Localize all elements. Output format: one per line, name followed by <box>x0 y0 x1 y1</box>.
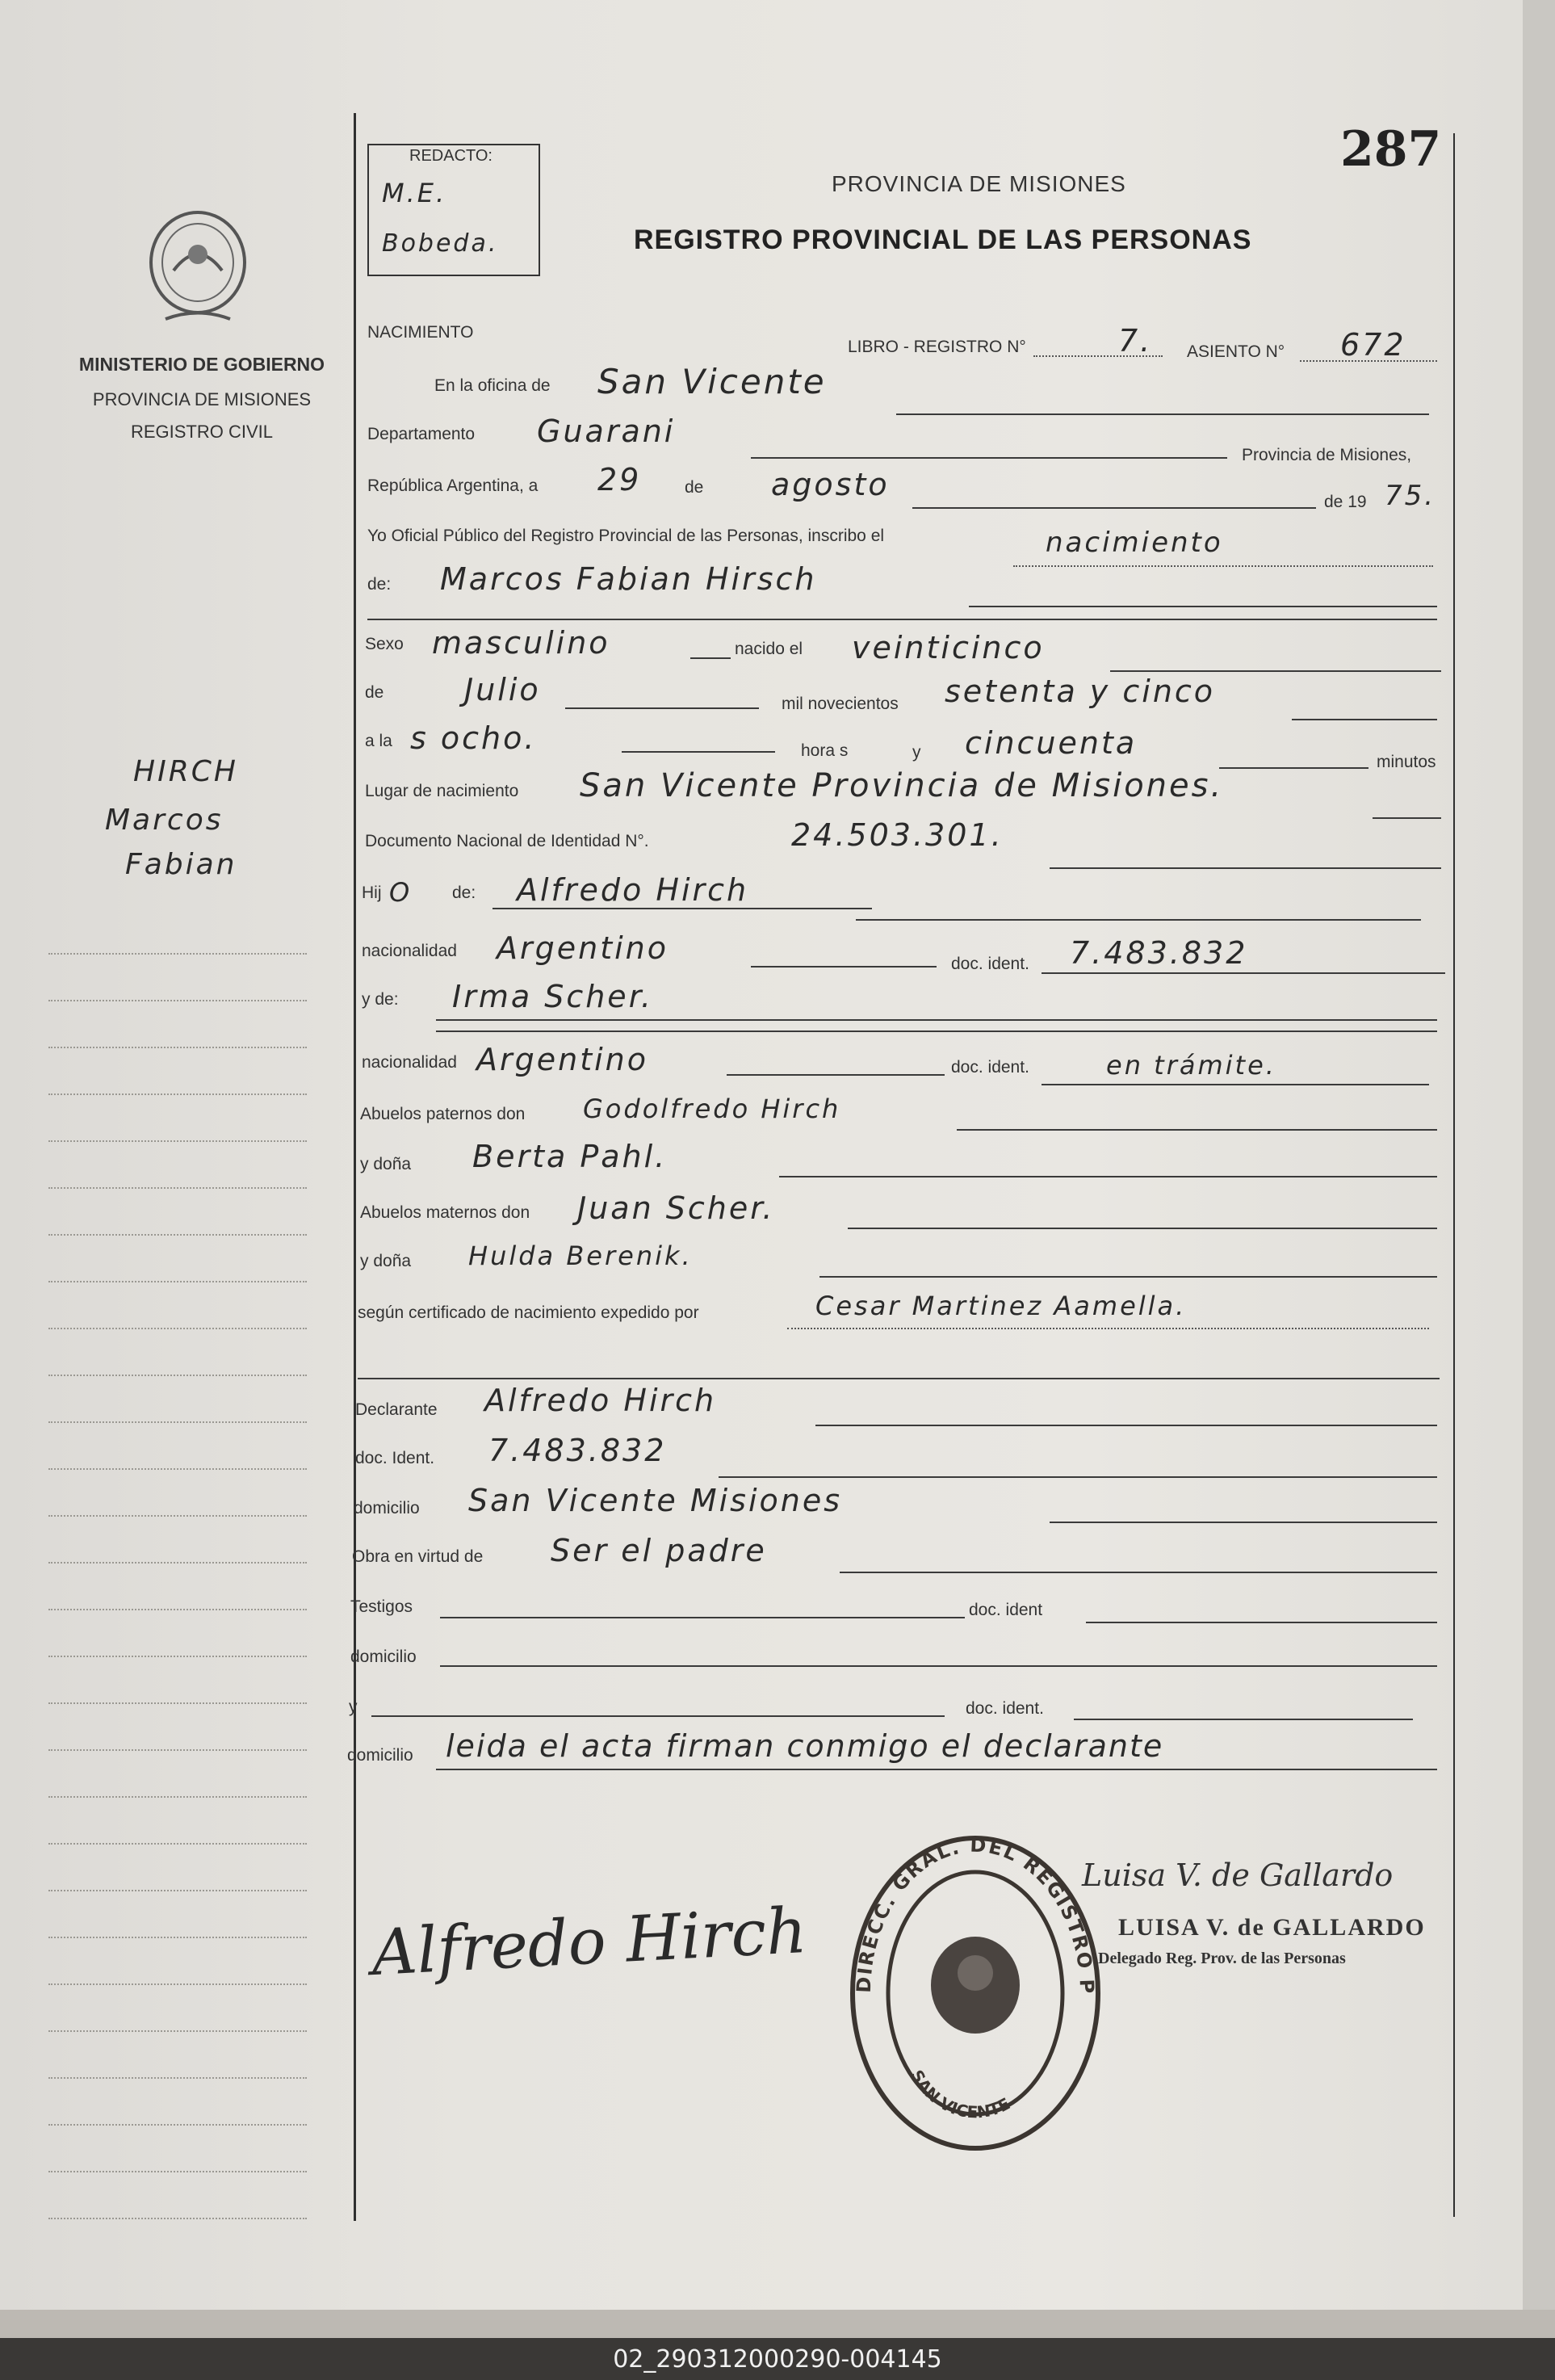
de19-label: de 19 <box>1324 493 1367 511</box>
margin-dotted-line <box>48 1843 307 1845</box>
horas-label: hora s <box>801 741 849 760</box>
margin-dotted-line <box>48 1281 307 1282</box>
image-caption: 02_290312000290-004145 <box>0 2338 1555 2380</box>
departamento-value: Guarani <box>537 413 676 449</box>
redacto-line2: Bobeda. <box>382 229 499 258</box>
right-rule <box>1453 133 1455 2217</box>
page-bottom-band <box>0 2310 1555 2338</box>
margin-dotted-line <box>48 1562 307 1564</box>
declarante-value: Alfredo Hirch <box>484 1383 717 1418</box>
margin-dotted-line <box>48 1093 307 1095</box>
margin-note-surname: HIRCH <box>133 755 238 788</box>
day-value: 29 <box>597 462 642 497</box>
doc1-value: 7.483.832 <box>1070 935 1248 971</box>
margin-dotted-line <box>48 1796 307 1798</box>
nacido-label: nacido el <box>735 640 803 658</box>
margin-dotted-line <box>48 1468 307 1470</box>
y3-label: y <box>349 1698 358 1716</box>
seal-inner-text: SAN VICENTE <box>907 2066 1013 2122</box>
testigos-label: Testigos <box>350 1597 413 1616</box>
docident-label: doc. Ident. <box>355 1449 435 1467</box>
nacionalidad1-label: nacionalidad <box>362 942 457 960</box>
margin-dotted-line <box>48 2030 307 2032</box>
obra-value: Ser el padre <box>551 1533 767 1568</box>
hijo-label: Hij <box>362 884 382 902</box>
margin-dotted-line <box>48 2124 307 2126</box>
docident-value: 7.483.832 <box>488 1433 667 1468</box>
page-edge <box>1523 0 1555 2338</box>
minutos-value: cincuenta <box>965 725 1138 761</box>
de-label: de <box>685 478 704 497</box>
ydona1-label: y doña <box>360 1155 412 1173</box>
margin-dotted-line <box>48 2077 307 2079</box>
margin-dotted-line <box>48 1702 307 1704</box>
acto-value: nacimiento <box>1046 527 1223 559</box>
margin-dotted-line <box>48 1515 307 1517</box>
year-value: 75. <box>1385 480 1436 512</box>
lugar-value: San Vicente Provincia de Misiones. <box>580 767 1224 804</box>
domicilio2-label: domicilio <box>350 1648 417 1666</box>
sexo-label: Sexo <box>365 635 404 653</box>
margin-dotted-line <box>48 1421 307 1423</box>
nacido-value: veinticinco <box>852 630 1045 665</box>
de-colon-label: de: <box>367 575 392 594</box>
domicilio3-label: domicilio <box>347 1746 413 1765</box>
abuelos-maternos-label: Abuelos maternos don <box>360 1203 530 1222</box>
dni-label: Documento Nacional de Identidad N°. <box>365 832 649 850</box>
dni-value: 24.503.301. <box>791 817 1004 853</box>
left-province: PROVINCIA DE MISIONES <box>92 389 312 409</box>
domicilio1-label: domicilio <box>354 1499 420 1517</box>
asiento-value: 672 <box>1340 327 1406 363</box>
nacionalidad2-value: Argentino <box>476 1042 648 1077</box>
doc2-label: doc. ident. <box>951 1058 1029 1077</box>
hijo-o: O <box>389 877 413 908</box>
redacto-label: REDACTO: <box>409 147 492 165</box>
nacionalidad2-label: nacionalidad <box>362 1053 457 1072</box>
lugar-label: Lugar de nacimiento <box>365 782 519 800</box>
margin-dotted-line <box>48 1000 307 1001</box>
margin-dotted-line <box>48 953 307 955</box>
margin-dotted-line <box>48 1234 307 1236</box>
republica-label: República Argentina, a <box>367 476 539 495</box>
abuelos-paternos-label: Abuelos paternos don <box>360 1105 526 1123</box>
anio-value: setenta y cinco <box>945 674 1216 709</box>
margin-rule <box>354 113 356 2221</box>
abuela-paterna-value: Berta Pahl. <box>472 1139 668 1174</box>
margin-dotted-line <box>48 2171 307 2172</box>
padre-value: Alfredo Hirch <box>517 872 749 908</box>
margin-note-name1: Marcos <box>105 804 224 837</box>
mil-label: mil novecientos <box>782 695 899 713</box>
header-registry: REGISTRO PROVINCIAL DE LAS PERSONAS <box>634 225 1252 255</box>
official-seal <box>846 1832 1104 2155</box>
ydona2-label: y doña <box>360 1252 412 1270</box>
certificado-label: según certificado de nacimiento expedido por <box>358 1303 699 1322</box>
madre-value: Irma Scher. <box>452 979 653 1014</box>
declarant-signature-text: Alfredo Hirch <box>370 1894 809 1991</box>
doc2-value: en trámite. <box>1106 1050 1276 1081</box>
hijo-de: de: <box>452 884 476 902</box>
abuelos-maternos-value: Juan Scher. <box>577 1190 775 1226</box>
province-coat-of-arms <box>141 206 254 335</box>
libro-value: 7. <box>1118 323 1153 359</box>
margin-dotted-line <box>48 1749 307 1751</box>
section-nacimiento: NACIMIENTO <box>367 323 474 342</box>
declarante-label: Declarante <box>355 1400 438 1419</box>
margin-dotted-line <box>48 1937 307 1938</box>
ministry-title: MINISTERIO DE GOBIERNO <box>78 354 325 375</box>
certificado-value: Cesar Martinez Aamella. <box>815 1291 1187 1321</box>
page-number: 287 <box>1340 121 1442 178</box>
oficina-value: San Vicente <box>597 362 827 401</box>
libro-label: LIBRO - REGISTRO N° <box>848 338 1026 356</box>
official-statement: Yo Oficial Público del Registro Provincial de las Personas, inscribo el <box>367 527 885 545</box>
oficina-label: En la oficina de <box>434 376 551 395</box>
departamento-label: Departamento <box>367 425 476 443</box>
obra-label: Obra en virtud de <box>352 1547 484 1566</box>
y-label: y <box>912 743 921 762</box>
closing-note: leida el acta firman conmigo el declarante <box>446 1728 1164 1764</box>
margin-note-name2: Fabian <box>125 848 237 881</box>
domicilio1-value: San Vicente Misiones <box>468 1483 843 1518</box>
hora-value: s ocho. <box>410 720 537 756</box>
margin-dotted-line <box>48 1609 307 1610</box>
official-handwritten-signature: Luisa V. de Gallardo <box>1082 1857 1394 1893</box>
testigos-doc2-label: doc. ident. <box>966 1699 1044 1718</box>
de2-label: de <box>365 683 384 702</box>
mes-value: Julio <box>464 672 541 707</box>
doc1-label: doc. ident. <box>951 955 1029 973</box>
alas-label: a la <box>365 732 392 750</box>
margin-dotted-line <box>48 1890 307 1891</box>
registrant-name: Marcos Fabian Hirsch <box>440 561 817 597</box>
margin-dotted-line <box>48 1187 307 1189</box>
month-value: agosto <box>771 467 890 502</box>
abuelos-paternos-value: Godolfredo Hirch <box>583 1093 841 1124</box>
abuela-materna-value: Hulda Berenik. <box>468 1240 693 1271</box>
svg-text:SAN VICENTE <box>907 2067 1013 2122</box>
margin-dotted-line <box>48 1375 307 1376</box>
asiento-label: ASIENTO N° <box>1187 342 1285 361</box>
yde-label: y de: <box>362 990 399 1009</box>
margin-dotted-line <box>48 1140 307 1142</box>
redacto-line1: M.E. <box>382 178 447 208</box>
provincia-label: Provincia de Misiones, <box>1242 446 1412 464</box>
official-stamp-title: Delegado Reg. Prov. de las Personas <box>1098 1950 1346 1967</box>
official-stamp-name: LUISA V. de GALLARDO <box>1118 1914 1426 1941</box>
header-province: PROVINCIA DE MISIONES <box>832 171 1126 196</box>
margin-dotted-line <box>48 1047 307 1048</box>
margin-dotted-line <box>48 1656 307 1657</box>
margin-dotted-line <box>48 1983 307 1985</box>
sexo-value: masculino <box>432 625 610 661</box>
minutos-label: minutos <box>1377 753 1436 771</box>
testigos-doc-label: doc. ident <box>969 1601 1043 1619</box>
left-civil-registry: REGISTRO CIVIL <box>130 422 274 442</box>
margin-dotted-line <box>48 1328 307 1329</box>
nacionalidad1-value: Argentino <box>497 930 669 966</box>
redacto-box <box>367 144 540 276</box>
seal-outer-text: DIRECC. GRAL. DEL REGISTRO P <box>852 1833 1099 1996</box>
margin-dotted-line <box>48 2218 307 2219</box>
